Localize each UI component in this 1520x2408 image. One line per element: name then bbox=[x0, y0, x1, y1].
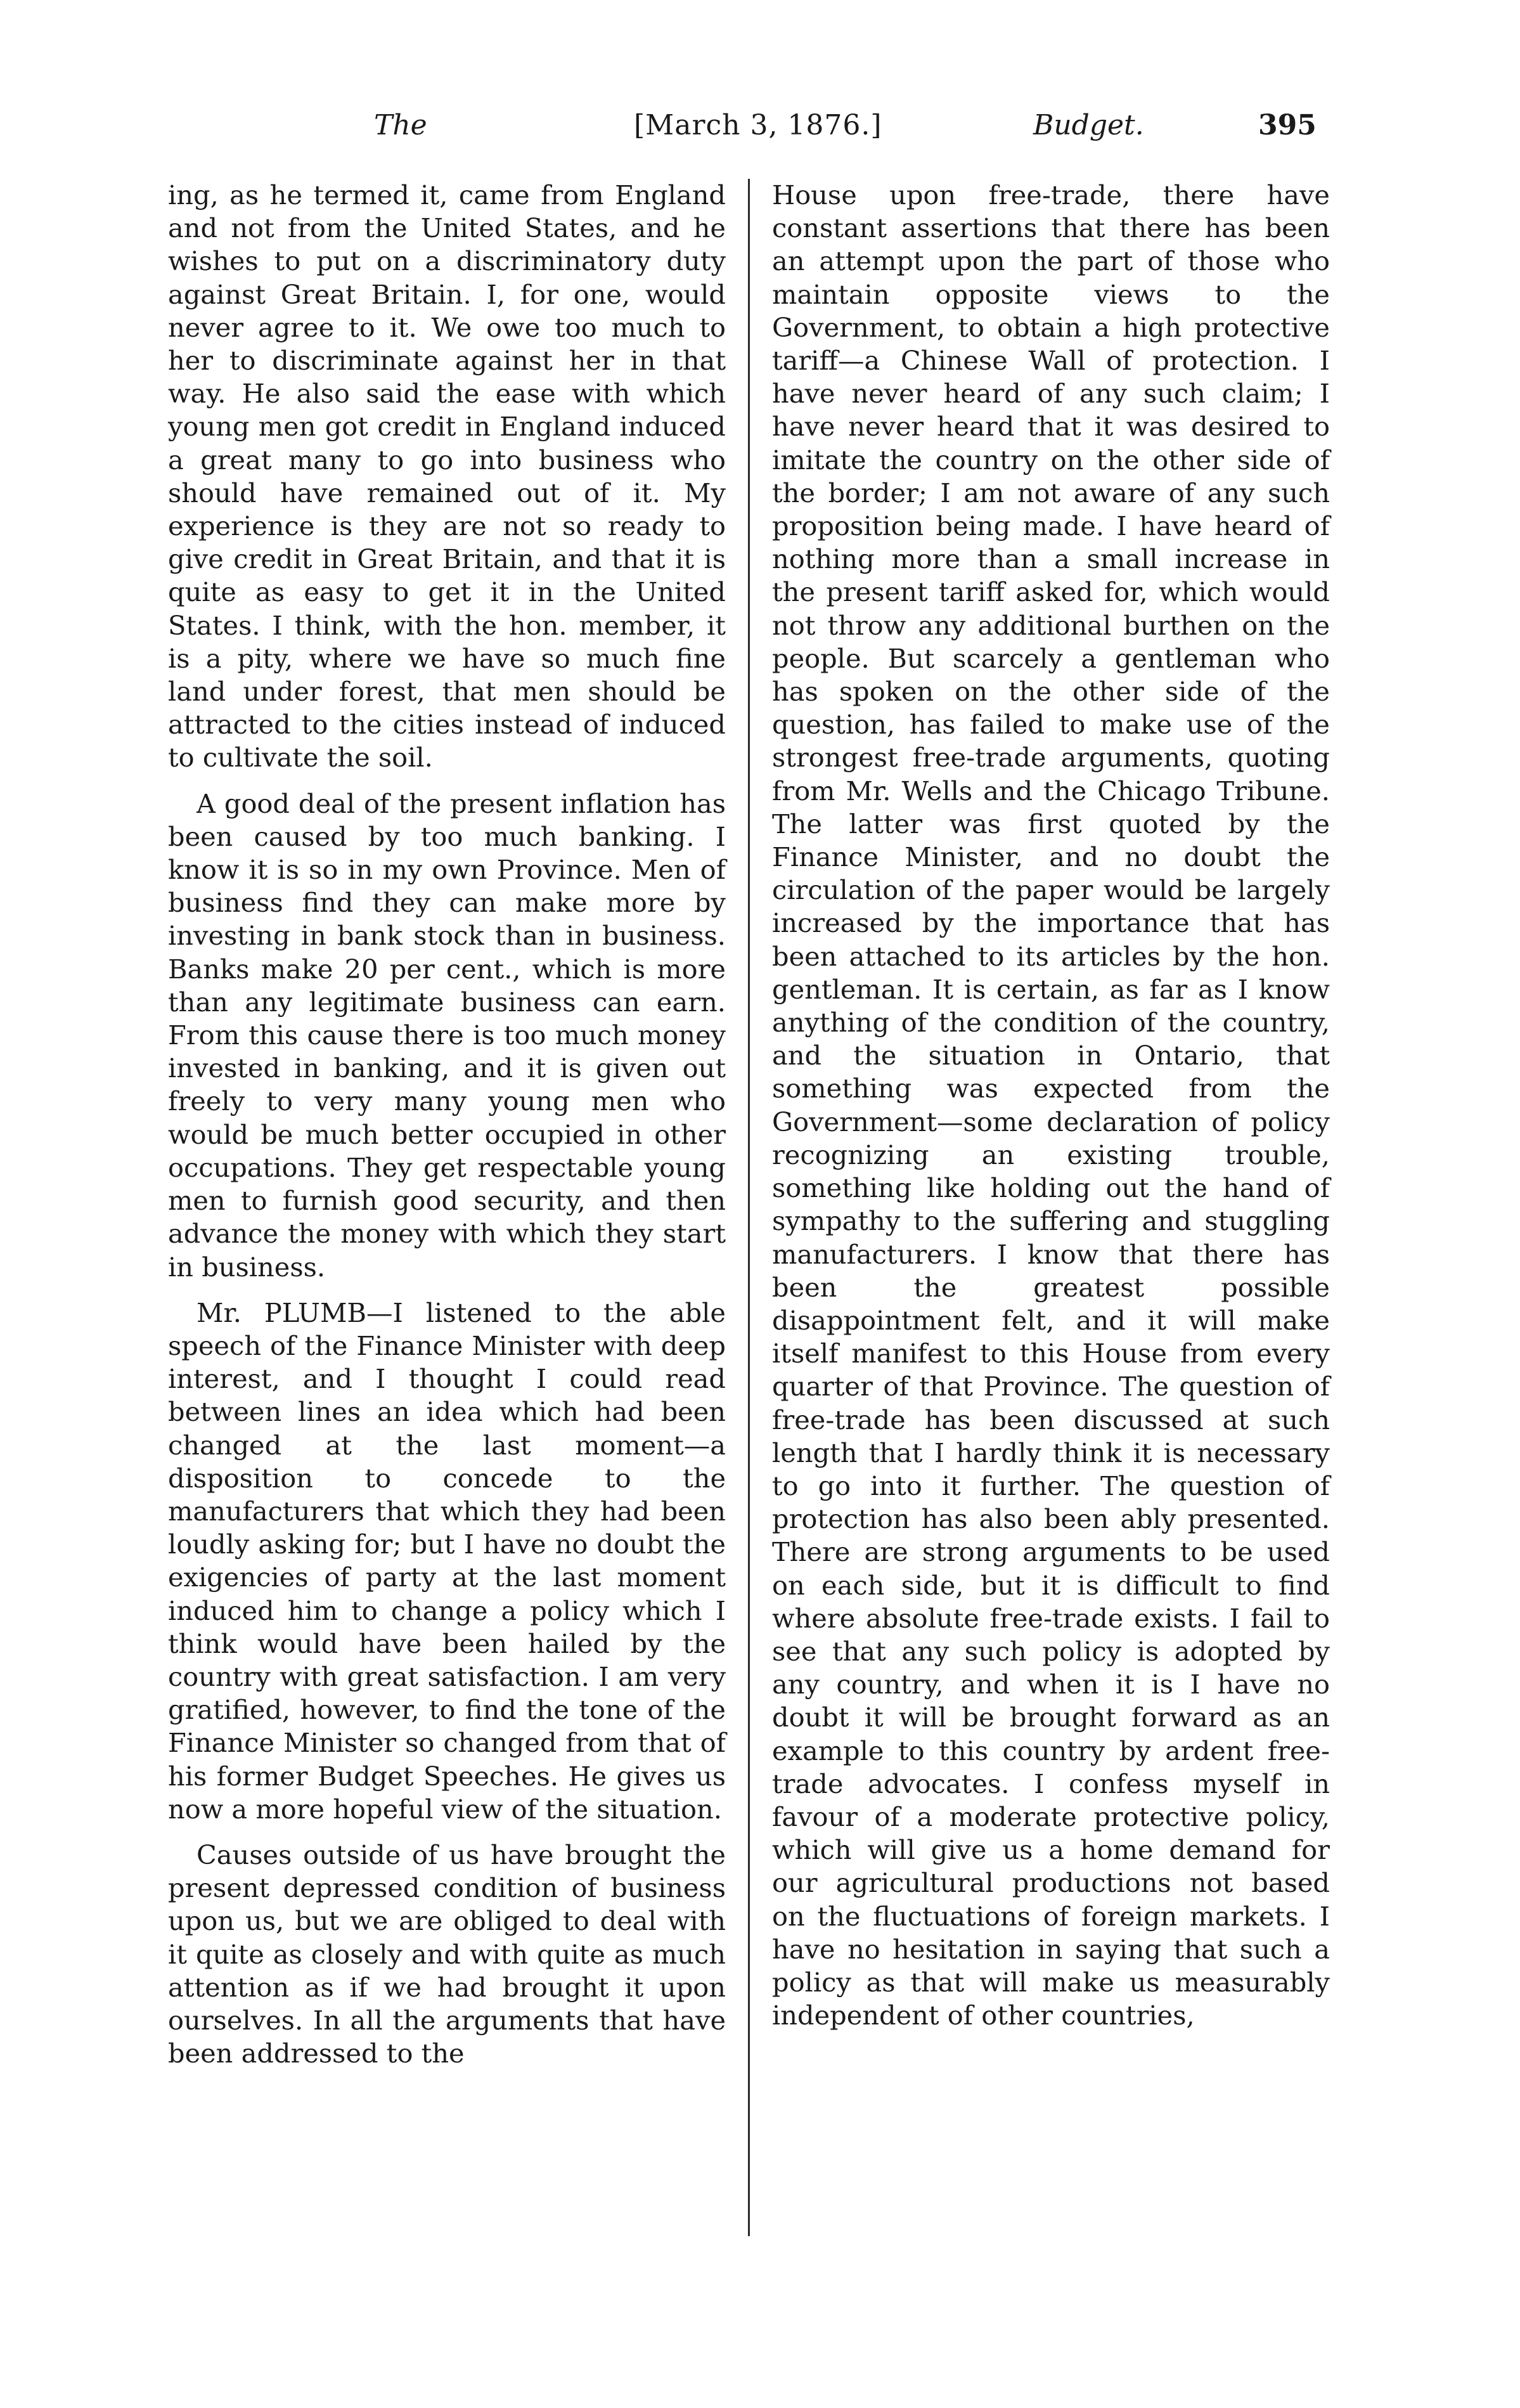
header-title-right: Budget. bbox=[1033, 109, 1144, 141]
header-date: [March 3, 1876.] bbox=[634, 109, 882, 141]
left-column bbox=[168, 179, 726, 2070]
paragraph: A good deal of the present inflation has been caused by too much banking. I know it is so in my own Province. Men of business find they can make more by investing in bank stock than in business. Banks make 20 per cent., which is more than any legitimate business can earn. From this cause there is too much money invested in banking, and it is given out freely to very many young men who would be much better occupied in other occupations. They get respectable young men to furnish good security, and then advance the money with which they start in business. bbox=[168, 787, 726, 1283]
column-divider bbox=[748, 179, 750, 2236]
running-header bbox=[0, 109, 1520, 153]
paragraph: Mr. PLUMB—I listened to the able speech of the Finance Minister with deep interest, and I thought I could read between lines an idea which had been changed at the last moment—a disposition to concede to the manufacturers that which they had been loudly asking for; but I have no doubt the exigencies of party at the last moment induced him to change a policy which I think would have been hailed by the country with great satisfaction. I am very gratified, however, to find the tone of the Finance Minister so changed from that of his former Budget Speeches. He gives us now a more hopeful view of the situation. bbox=[168, 1297, 726, 1825]
paragraph: House upon free-trade, there have constant assertions that there has been an attempt upon the part of those who maintain opposite views to the Government, to obtain a high protective tariff—a Chinese Wall of protection. I have never heard of any such claim; I have never heard that it was desired to imitate the country on the other side of the border; I am not aware of any such proposition being made. I have heard of nothing more than a small increase in the present tariff asked for, which would not throw any additional burthen on the people. But scarcely a gentleman who has spoken on the other side of the question, has failed to make use of the strongest free-trade arguments, quoting from Mr. Wells and the Chicago Tribune. The latter was first quoted by the Finance Minister, and no doubt the circulation of the paper would be largely increased by the importance that has been attached to its articles by the hon. gentleman. It is certain, as far as I know anything of the condition of the country, and the situation in Ontario, that something was expected from the Government—some declaration of policy recognizing an existing trouble, something like holding out the hand of sympathy to the suffering and stuggling manufacturers. I know that there has been the greatest possible disappointment felt, and it will make itself manifest to this House from every quarter of that Province. The question of free-trade has been discussed at such length that I hardly think it is necessary to go into it further. The question of protection has also been ably presented. There are strong arguments to be used on each side, but it is difficult to find where absolute free-trade exists. I fail to see that any such policy is adopted by any country, and when it is I have no doubt it will be brought forward as an example to this country by ardent free-trade advocates. I confess myself in favour of a moderate protective policy, which will give us a home demand for our agricultural productions not based on the fluctuations of foreign markets. I have no hesitation in saying that such a policy as that will make us measurably independent of other countries, bbox=[772, 179, 1330, 2031]
paragraph: Causes outside of us have brought the present depressed condition of business upon us, but we are obliged to deal with it quite as closely and with quite as much attention as if we had brought it upon ourselves. In all the arguments that have been addressed to the bbox=[168, 1839, 726, 2069]
page-number: 395 bbox=[1258, 109, 1317, 141]
header-title-left: The bbox=[374, 109, 427, 141]
paragraph: ing, as he termed it, came from England and not from the United States, and he wishes to put on a discriminatory duty against Great Britain. I, for one, would never agree to it. We owe too much to her to discriminate against her in that way. He also said the ease with which young men got credit in England induced a great many to go into business who should have remained out of it. My experience is they are not so ready to give credit in Great Britain, and that it is quite as easy to get it in the United States. I think, with the hon. member, it is a pity, where we have so much fine land under forest, that men should be attracted to the cities instead of induced to cultivate the soil. bbox=[168, 179, 726, 774]
right-column bbox=[772, 179, 1330, 2032]
